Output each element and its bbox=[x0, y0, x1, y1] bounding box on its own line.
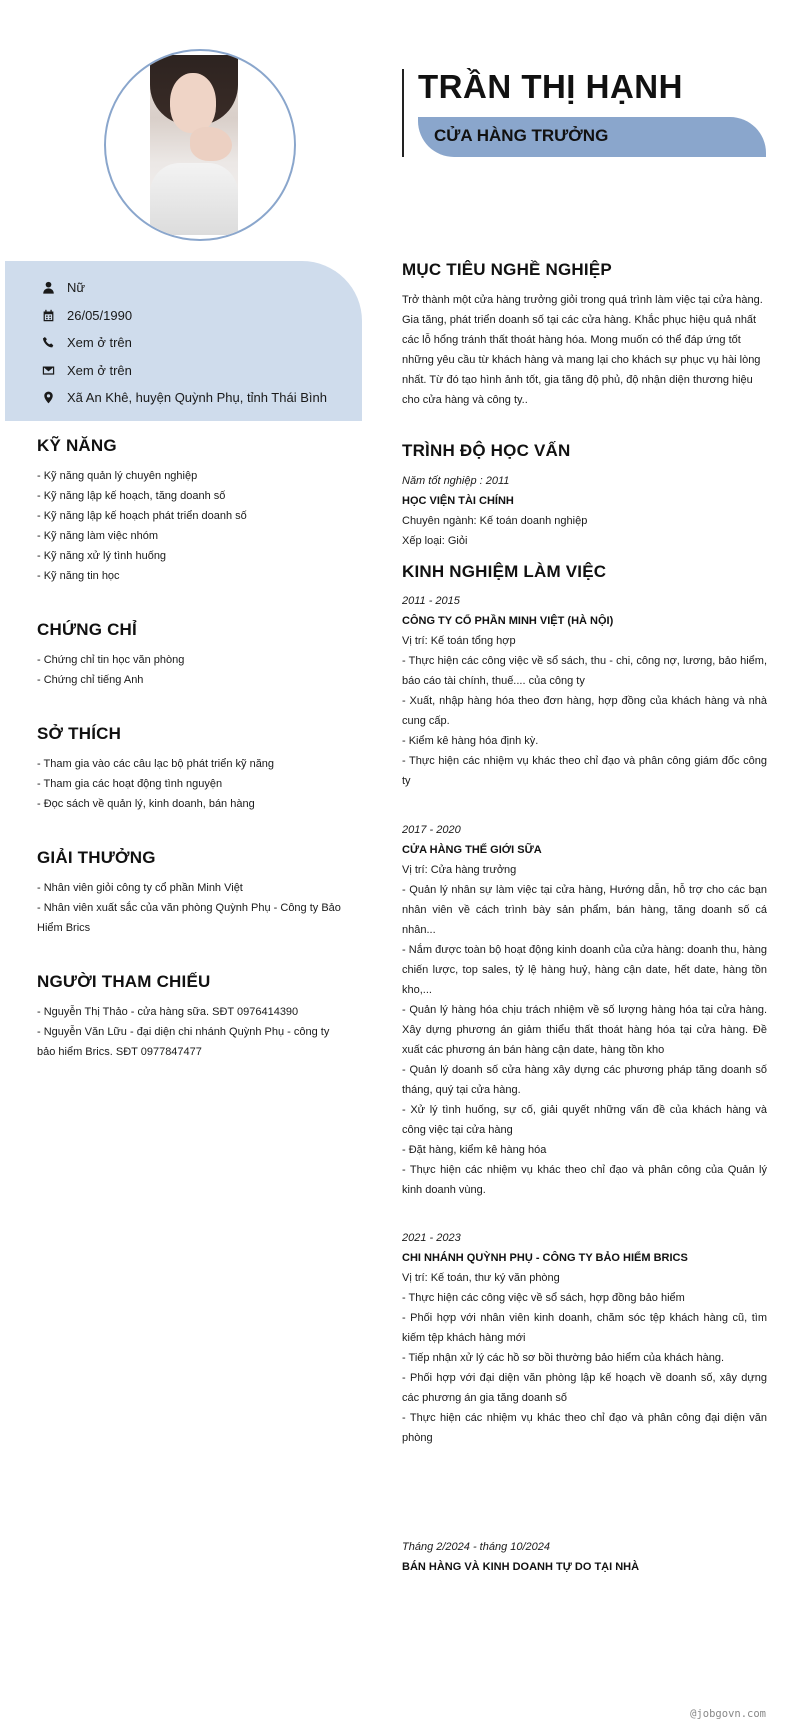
references-section bbox=[37, 972, 347, 1062]
objective-title: MỤC TIÊU NGHỀ NGHIỆP bbox=[402, 260, 612, 279]
job-line: - Xử lý tình huống, sự cố, giải quyết những vấn đề của khách hàng và công việc tại cửa hàng bbox=[402, 1104, 767, 1136]
contact-info bbox=[5, 261, 362, 421]
job-line: - Thực hiện các công việc về sổ sách, thu - chi, công nợ, lương, bảo hiểm, báo cáo tài chính, thuế.... của công ty bbox=[402, 655, 767, 687]
experience-title: KINH NGHIỆM LÀM VIỆC bbox=[402, 562, 607, 581]
skills-section bbox=[37, 436, 347, 586]
experience-section bbox=[402, 562, 767, 592]
contact-address bbox=[41, 384, 362, 412]
list-item: - Kỹ năng lập kế hoạch, tăng doanh số bbox=[37, 490, 226, 502]
skills-title: KỸ NĂNG bbox=[37, 436, 117, 455]
contact-gender bbox=[41, 274, 362, 302]
job-period: 2017 - 2020 bbox=[402, 824, 461, 836]
job-company: CÔNG TY CỔ PHẦN MINH VIỆT (HÀ NỘI) bbox=[402, 615, 614, 627]
hobbies-section bbox=[37, 724, 347, 814]
objective-text: Trở thành một cửa hàng trưởng giỏi trong quá trình làm việc tại cửa hàng. Gia tăng, phát triển doanh số tại các cửa hàng. Khắc phục hiệu quả nhất các lỗ hổng tránh thất thoát hàng hóa. Mong muốn có thể đáp ứng tốt những yêu cầu từ khách hàng và mang lại cho khách sự phục vụ hài lòng nhất. Từ đó tạo hình ảnh tốt, gia tăng độ phủ, độ nhận diện thương hiệu cho cửa hàng và công ty.. bbox=[402, 294, 763, 406]
references-title: NGƯỜI THAM CHIẾU bbox=[37, 972, 211, 991]
job-line: - Phối hợp với nhân viên kinh doanh, chăm sóc tệp khách hàng cũ, tìm kiếm tệp khách hàng mới bbox=[402, 1312, 767, 1344]
certificates-title: CHỨNG CHỈ bbox=[37, 620, 137, 639]
job-line: - Kiểm kê hàng hóa định kỳ. bbox=[402, 735, 539, 747]
list-item: - Đọc sách về quản lý, kinh doanh, bán hàng bbox=[37, 798, 255, 810]
hobbies-title: SỞ THÍCH bbox=[37, 724, 122, 743]
education-title: TRÌNH ĐỘ HỌC VẤN bbox=[402, 441, 571, 460]
list-item: - Tham gia các hoạt động tình nguyện bbox=[37, 778, 223, 790]
job-period: Tháng 2/2024 - tháng 10/2024 bbox=[402, 1541, 551, 1553]
job-line: - Phối hợp với đại diện văn phòng lập kế hoạch về doanh số, xây dựng các phương án gia tăng doanh số bbox=[402, 1372, 767, 1404]
envelope-icon bbox=[41, 363, 55, 377]
job-line: - Nắm được toàn bộ hoạt động kinh doanh của cửa hàng: doanh thu, hàng chiến lược, top sales, tỷ lệ hàng huỷ, hàng cận date, hết date, hàng tồn kho,... bbox=[402, 944, 767, 996]
job-line: - Thực hiện các nhiệm vụ khác theo chỉ đạo và phân công đại diện văn phòng bbox=[402, 1412, 767, 1444]
education-major: Chuyên ngành: Kế toán doanh nghiệp bbox=[402, 515, 588, 527]
school-name: HỌC VIỆN TÀI CHÍNH bbox=[402, 495, 514, 507]
contact-birthdate bbox=[41, 302, 362, 330]
user-icon bbox=[41, 281, 55, 295]
job-line: Vị trí: Kế toán, thư ký văn phòng bbox=[402, 1272, 560, 1284]
job-line: - Quản lý doanh số cửa hàng xây dựng các phương pháp tăng doanh số tháng, quý tại cửa hàng. bbox=[402, 1064, 767, 1096]
list-item: - Nguyễn Thị Thảo - cửa hàng sữa. SĐT 0976414390 bbox=[37, 1006, 299, 1018]
left-column bbox=[0, 0, 362, 1728]
certificates-section bbox=[37, 620, 347, 690]
list-item: - Kỹ năng xử lý tình huống bbox=[37, 550, 167, 562]
job-line: - Quản lý hàng hóa chịu trách nhiệm về số lượng hàng hóa tại cửa hàng. Xây dựng phương án giảm thiểu thất thoát hàng hóa tại cửa hàng. Đề xuất các phương án bán hàng cận date, hàng tồn kho bbox=[402, 1004, 767, 1056]
job-title: CỬA HÀNG TRƯỞNG bbox=[434, 126, 609, 145]
job-period: 2021 - 2023 bbox=[402, 1232, 461, 1244]
job-company: CHI NHÁNH QUỲNH PHỤ - CÔNG TY BẢO HIỂM BRICS bbox=[402, 1252, 688, 1264]
education-grade: Xếp loại: Giỏi bbox=[402, 535, 468, 547]
avatar bbox=[104, 49, 296, 241]
name-divider bbox=[402, 69, 404, 157]
contact-phone bbox=[41, 329, 362, 357]
contact-birthdate-text: 26/05/1990 bbox=[67, 307, 133, 323]
list-item: - Chứng chỉ tiếng Anh bbox=[37, 674, 144, 686]
phone-icon bbox=[41, 336, 55, 350]
contact-phone-text: Xem ở trên bbox=[67, 335, 132, 351]
graduation-year: Năm tốt nghiệp : 2011 bbox=[402, 475, 510, 487]
job-entry bbox=[402, 820, 767, 1200]
job-line: - Thực hiện các nhiệm vụ khác theo chỉ đạo và phân công giám đốc công ty bbox=[402, 755, 767, 787]
job-line: - Tiếp nhận xử lý các hồ sơ bồi thường bảo hiểm của khách hàng. bbox=[402, 1352, 725, 1364]
list-item: - Tham gia vào các câu lạc bộ phát triển kỹ năng bbox=[37, 758, 275, 770]
awards-section bbox=[37, 848, 347, 938]
job-entry bbox=[402, 591, 767, 791]
contact-gender-text: Nữ bbox=[67, 280, 86, 296]
list-item: - Kỹ năng quản lý chuyên nghiệp bbox=[37, 470, 198, 482]
contact-email-text: Xem ở trên bbox=[67, 362, 132, 378]
job-period: 2011 - 2015 bbox=[402, 595, 460, 607]
job-title-badge bbox=[418, 117, 766, 157]
awards-title: GIẢI THƯỞNG bbox=[37, 848, 156, 867]
profile-photo bbox=[150, 55, 238, 235]
list-item: - Nhân viên xuất sắc của văn phòng Quỳnh Phụ - Công ty Bảo Hiểm Brics bbox=[37, 902, 341, 934]
calendar-icon bbox=[41, 308, 55, 322]
list-item: - Kỹ năng lập kế hoạch phát triển doanh số bbox=[37, 510, 247, 522]
job-entry bbox=[402, 1537, 767, 1577]
list-item: - Nhân viên giỏi công ty cổ phần Minh Việt bbox=[37, 882, 243, 894]
map-pin-icon bbox=[41, 391, 55, 405]
list-item: - Kỹ năng tin học bbox=[37, 570, 120, 582]
job-line: Vị trí: Cửa hàng trưởng bbox=[402, 864, 517, 876]
job-line: Vị trí: Kế toán tổng hợp bbox=[402, 635, 516, 647]
job-line: - Thực hiện các công việc về sổ sách, hợp đồng bảo hiểm bbox=[402, 1292, 685, 1304]
job-company: BÁN HÀNG VÀ KINH DOANH TỰ DO TẠI NHÀ bbox=[402, 1561, 640, 1573]
job-line: - Đặt hàng, kiểm kê hàng hóa bbox=[402, 1144, 547, 1156]
contact-email bbox=[41, 357, 362, 385]
job-company: CỬA HÀNG THẾ GIỚI SỮA bbox=[402, 844, 542, 856]
watermark: @jobgovn.com bbox=[690, 1708, 766, 1720]
list-item: - Kỹ năng làm việc nhóm bbox=[37, 530, 159, 542]
candidate-name: TRẦN THỊ HẠNH bbox=[418, 68, 683, 105]
list-item: - Chứng chỉ tin học văn phòng bbox=[37, 654, 185, 666]
list-item: - Nguyễn Văn Lữu - đại diện chi nhánh Quỳnh Phụ - công ty bảo hiểm Brics. SĐT 0977847477 bbox=[37, 1026, 330, 1058]
job-line: - Xuất, nhập hàng hóa theo đơn hàng, hợp đồng của khách hàng và nhà cung cấp. bbox=[402, 695, 767, 727]
objective-section bbox=[402, 260, 767, 410]
job-entry bbox=[402, 1228, 767, 1448]
job-line: - Quản lý nhân sự làm việc tại cửa hàng, Hướng dẫn, hỗ trợ cho các bạn nhân viên về cách trình bày sản phẩm, bán hàng, tăng doanh số cá nhân... bbox=[402, 884, 767, 936]
contact-address-text: Xã An Khê, huyện Quỳnh Phụ, tỉnh Thái Bình bbox=[67, 390, 327, 406]
job-line: - Thực hiện các nhiệm vụ khác theo chỉ đạo và phân công của Quản lý kinh doanh vùng. bbox=[402, 1164, 767, 1196]
education-section bbox=[402, 441, 767, 551]
